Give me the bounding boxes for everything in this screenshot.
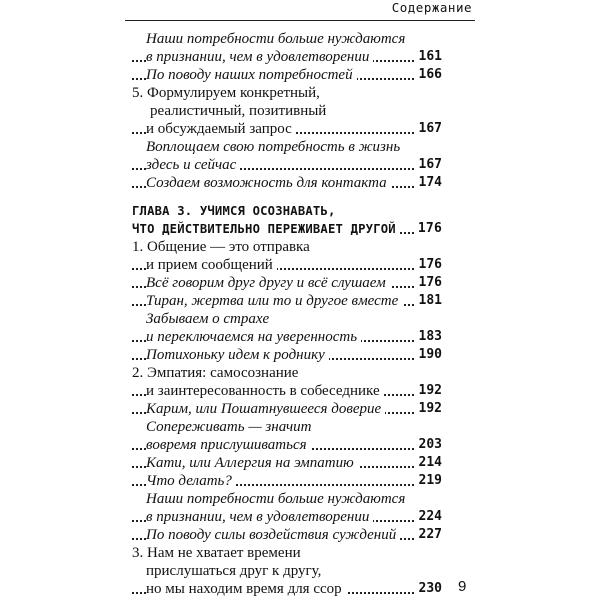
toc-page-number: 167 [415,120,442,138]
toc-entry-line [132,364,442,382]
toc-entry-line [132,274,442,292]
toc-page-number: 214 [415,454,442,472]
toc-entry-line [132,472,442,490]
toc-entry-line [132,508,442,526]
toc-entry-text: в признании, чем в удовлетворении [146,49,373,65]
toc-entry-text: 1. Общение — это отправка [132,239,314,255]
toc-page-number: 176 [414,220,442,238]
toc-entry-line [132,562,442,580]
toc-entry-text: в признании, чем в удовлетворении [146,509,373,525]
toc-entry-line [132,490,442,508]
toc-entry-line [132,238,442,256]
toc-entry-line [132,156,442,174]
toc-entry-line [132,418,442,436]
toc-entry-line [132,400,442,418]
toc-page-number: 181 [415,292,442,310]
toc-entry-text: Наши потребности больше нуждаются [146,491,409,507]
toc-page-number: 166 [415,66,442,84]
toc-page-number: 161 [415,48,442,66]
toc-entry-text: и переключаемся на уверенность [146,329,361,345]
toc-page-number: 227 [415,526,442,544]
toc-entry-line [132,544,442,562]
toc-entry-text: Потихоньку идем к роднику [146,347,329,363]
toc-entry-text: Создаем возможность для контакта [146,175,391,191]
toc-entry-text: ГЛАВА 3. УЧИМСЯ ОСОЗНАВАТЬ, [132,204,340,218]
toc-entry-line [132,66,442,84]
toc-entry-text: Всё говорим друг другу и всё слушаем [146,275,390,291]
toc-entry-line [132,30,442,48]
toc-entry-text: и обсуждаемый запрос [146,121,296,137]
toc-entry-line [132,346,442,364]
toc-entry-text: Что делать? [146,473,236,489]
toc-entry-text: и прием сообщений [146,257,277,273]
toc-entry-text: 5. Формулируем конкретный, [132,85,324,101]
toc-entry-text: 3. Нам не хватает времени [132,545,305,561]
toc-page-number: 230 [415,580,442,598]
toc-entry-text: Воплощаем свою потребность в жизнь [146,139,404,155]
toc-entry-line [132,292,442,310]
toc-entry-line [132,48,442,66]
header-title: Содержание [391,0,472,15]
toc-page-number: 224 [415,508,442,526]
toc-page-number: 190 [415,346,442,364]
toc-entry-text: ЧТО ДЕЙСТВИТЕЛЬНО ПЕРЕЖИВАЕТ ДРУГОЙ [132,222,400,236]
toc-entry-text: вовремя прислушиваться [146,437,311,453]
chapter-heading-line [132,202,442,220]
toc-entry-line [132,580,442,598]
section-gap [132,192,442,202]
toc-entry-text: но мы находим время для ссор [146,581,346,597]
toc-entry-line [132,328,442,346]
toc-entry-line [132,102,442,120]
toc-entry-line [132,256,442,274]
toc-entry-text: По поводу наших потребностей [146,67,357,83]
chapter-heading-line [132,220,442,238]
toc-entry-text: реалистичный, позитивный [150,103,330,119]
toc-page-number: 219 [415,472,442,490]
toc-page-number: 176 [415,274,442,292]
toc-entry-text: Сопереживать — значит [146,419,316,435]
toc-page-number: 203 [415,436,442,454]
toc-page-number: 174 [415,174,442,192]
toc-entry-line [132,310,442,328]
running-header [125,0,475,21]
toc-entry-text: Кати, или Аллергия на эмпатию [146,455,358,471]
toc-page-number: 192 [415,400,442,418]
toc-page-number: 176 [415,256,442,274]
toc-entry-line [132,436,442,454]
page-number: 9 [458,578,467,595]
toc-entry-text: Тиран, жертва или то и другое вместе [146,293,402,309]
toc-entry-text: здесь и сейчас [146,157,240,173]
toc-entry-text: прислушаться друг к другу, [146,563,325,579]
toc-entry-text: По поводу силы воздействия суждений [146,527,400,543]
toc-entry-line [132,382,442,400]
toc-entry-text: Забываем о страхе [146,311,273,327]
toc-entry-text: Карим, или Пошатнувшееся доверие [146,401,385,417]
toc-entry-line [132,526,442,544]
toc-entry-text: 2. Эмпатия: самосознание [132,365,302,381]
toc-entry-text: и заинтересованность в собеседнике [146,383,384,399]
toc-entry-line [132,174,442,192]
toc-page-number: 167 [415,156,442,174]
toc-entry-line [132,120,442,138]
toc-page-number: 192 [415,382,442,400]
toc-page-number: 183 [415,328,442,346]
toc-entry-text: Наши потребности больше нуждаются [146,31,409,47]
toc-entry-line [132,84,442,102]
toc-entry-line [132,138,442,156]
toc-entry-line [132,454,442,472]
table-of-contents [132,30,442,598]
